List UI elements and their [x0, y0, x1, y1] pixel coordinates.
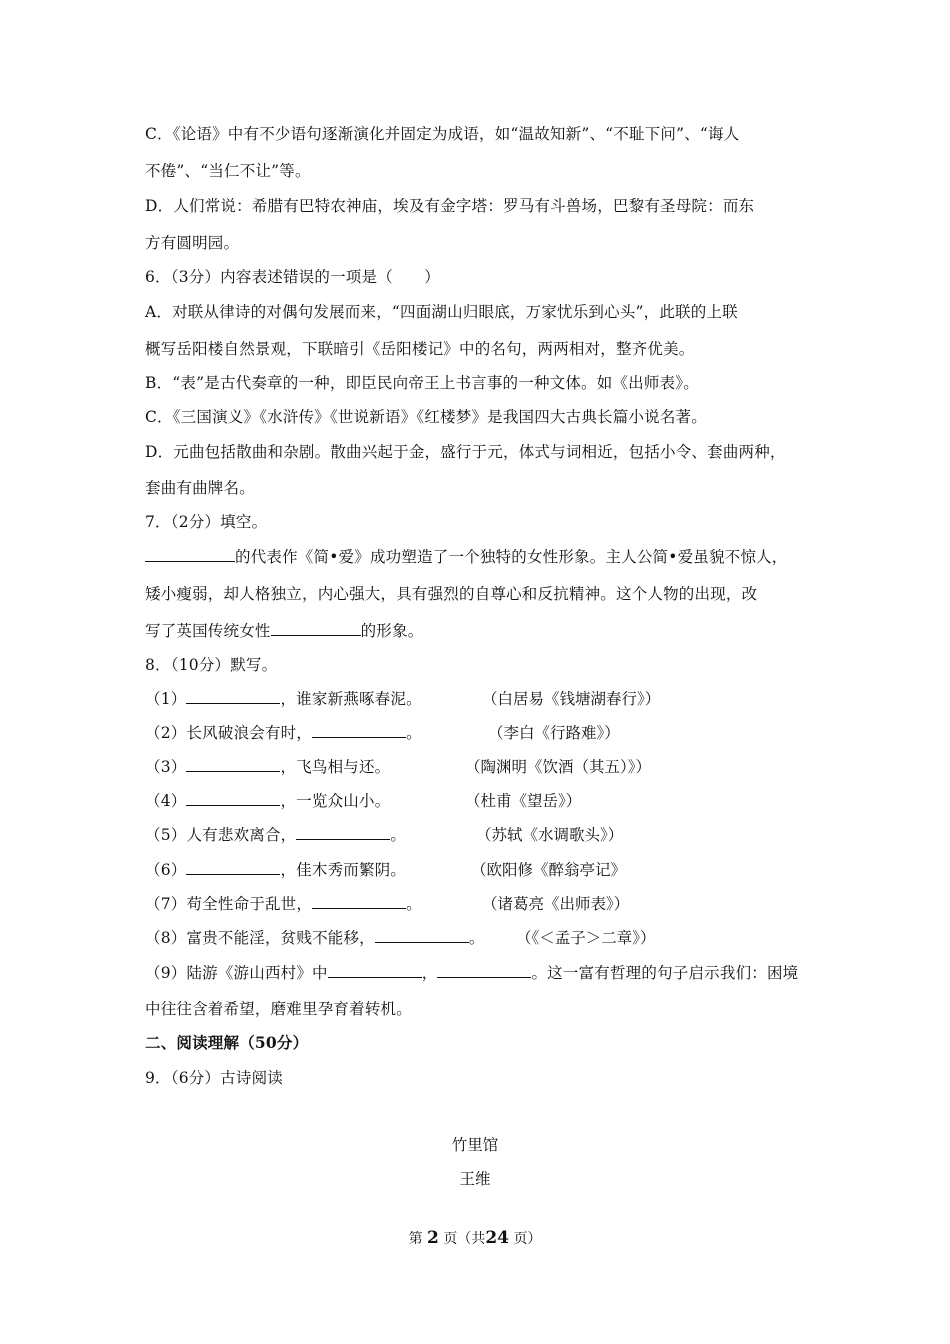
- footer-suffix: 页）: [513, 1231, 542, 1247]
- q9-stem: 9．（6分）古诗阅读: [145, 1069, 283, 1087]
- q6-option-a-line1: A．对联从律诗的对偶句发展而来，“四面湖山归眼底，万家忧乐到心头”，此联的上联: [145, 303, 738, 321]
- item-text: 。: [406, 895, 422, 913]
- section-heading: 二、阅读理解（50分）: [145, 1033, 309, 1052]
- q7-line3: [145, 620, 423, 642]
- q8-item-6: [145, 859, 406, 881]
- q8-item-8-source: （《＜孟子＞二章》）: [516, 929, 656, 947]
- q7-line3-after: 的形象。: [360, 622, 424, 640]
- q7-blank-2[interactable]: [271, 621, 361, 636]
- q6-option-d-line1: D．元曲包括散曲和杂剧。散曲兴起于金，盛行于元，体式与词相近，包括小令、套曲两种，: [145, 443, 786, 461]
- q7-blank-1[interactable]: [145, 547, 235, 562]
- footer-prefix: 第: [408, 1231, 423, 1247]
- fill-blank[interactable]: [312, 894, 406, 909]
- q8-item-9-line2: 中往往含着希望，磨难里孕育着转机。: [145, 1000, 412, 1018]
- item-number: （8）: [145, 929, 187, 947]
- footer-middle: 页（共: [443, 1231, 486, 1247]
- item-text: ，佳木秀而繁阴。: [280, 861, 407, 879]
- q6-option-a-line2: 概写岳阳楼自然景观，下联暗引《岳阳楼记》中的名句，两两相对，整齐优美。: [145, 340, 695, 358]
- q8-stem: 8．（10分）默写。: [145, 656, 278, 674]
- item-text: ，飞鸟相与还。: [280, 758, 391, 776]
- fill-blank[interactable]: [296, 825, 390, 840]
- q8-item-1: [145, 688, 422, 710]
- q7-line2: 矮小瘦弱，却人格独立，内心强大，具有强烈的自尊心和反抗精神。这个人物的出现，改: [145, 585, 758, 603]
- item-number: （5）: [145, 826, 187, 844]
- fill-blank[interactable]: [186, 689, 280, 704]
- q5-option-c-line2: 不倦”、“当仁不让”等。: [145, 162, 311, 180]
- fill-blank[interactable]: [186, 860, 280, 875]
- item-number: （4）: [145, 792, 187, 810]
- item-text: （9）陆游《游山西村》中: [145, 964, 328, 982]
- q6-option-b: B．“表”是古代奏章的一种，即臣民向帝王上书言事的一种文体。如《出师表》。: [145, 374, 699, 392]
- q7-line1-text: 的代表作《简•爱》成功塑造了一个独特的女性形象。主人公简•爱虽貌不惊人，: [235, 548, 788, 566]
- item-text: 。: [390, 826, 407, 844]
- item-text: 富贵不能淫，贫贱不能移，: [186, 929, 375, 947]
- q8-item-5: [145, 824, 406, 846]
- q6-option-c: C．《三国演义》《水浒传》《世说新语》《红楼梦》是我国四大古典长篇小说名著。: [145, 408, 707, 426]
- q5-option-c-line1: C．《论语》中有不少语句逐渐演化并固定为成语，如“温故知新”、“不耻下问”、“诲人: [145, 125, 740, 143]
- item-text: ，: [421, 964, 438, 982]
- fill-blank[interactable]: [375, 928, 469, 943]
- q6-option-d-line2: 套曲有曲牌名。: [145, 479, 255, 497]
- q8-item-6-source: （欧阳修《醉翁亭记》: [471, 861, 627, 879]
- item-text: 。这一富有哲理的句子启示我们：困境: [531, 964, 799, 982]
- item-text: 长风破浪会有时，: [186, 724, 313, 742]
- q8-item-2-source: （李白《行路难》）: [488, 724, 620, 742]
- q8-item-3-source: （陶渊明《饮酒（其五）》）: [465, 758, 652, 776]
- q8-item-4: [145, 790, 390, 812]
- q8-item-1-source: （白居易《钱塘湖春行》）: [482, 690, 661, 708]
- item-number: （6）: [145, 861, 187, 879]
- fill-blank[interactable]: [312, 723, 406, 738]
- page-footer: [0, 1228, 950, 1248]
- item-number: （1）: [145, 690, 187, 708]
- item-text: 。: [406, 724, 422, 742]
- item-text: ，谁家新燕啄春泥。: [280, 690, 422, 708]
- fill-blank[interactable]: [328, 963, 422, 978]
- q8-item-2: [145, 722, 422, 744]
- poem-title: 竹里馆: [451, 1136, 499, 1154]
- item-text: ，一览众山小。: [280, 792, 391, 810]
- q5-option-d-line2: 方有圆明园。: [145, 234, 240, 252]
- q7-line1: [145, 546, 788, 568]
- q8-item-7-source: （诸葛亮《出师表》）: [482, 895, 630, 913]
- page-number: 2: [427, 1228, 439, 1248]
- q8-item-8: [145, 927, 485, 949]
- q7-stem: 7．（2分）填空。: [145, 513, 268, 531]
- item-number: （3）: [145, 758, 187, 776]
- item-number: （7）: [145, 895, 187, 913]
- q6-stem: 6．（3分）内容表述错误的一项是（ ）: [145, 268, 440, 286]
- fill-blank[interactable]: [186, 757, 280, 772]
- item-text: 苟全性命于乱世，: [186, 895, 313, 913]
- total-pages: 24: [485, 1228, 509, 1248]
- q7-line3-before: 写了英国传统女性: [145, 622, 271, 640]
- item-text: 。: [468, 929, 485, 947]
- q8-item-5-source: （苏轼《水调歌头》）: [476, 826, 624, 844]
- q8-item-9-line1: [145, 962, 798, 984]
- item-number: （2）: [145, 724, 187, 742]
- q8-item-3: [145, 756, 390, 778]
- q8-item-7: [145, 893, 422, 915]
- q8-item-4-source: （杜甫《望岳》）: [465, 792, 582, 810]
- fill-blank[interactable]: [186, 791, 280, 806]
- fill-blank[interactable]: [437, 963, 531, 978]
- q5-option-d-line1: D．人们常说：希腊有巴特农神庙，埃及有金字塔：罗马有斗兽场，巴黎有圣母院：而东: [145, 197, 755, 215]
- poem-author: 王维: [459, 1170, 491, 1188]
- item-text: 人有悲欢离合，: [186, 826, 297, 844]
